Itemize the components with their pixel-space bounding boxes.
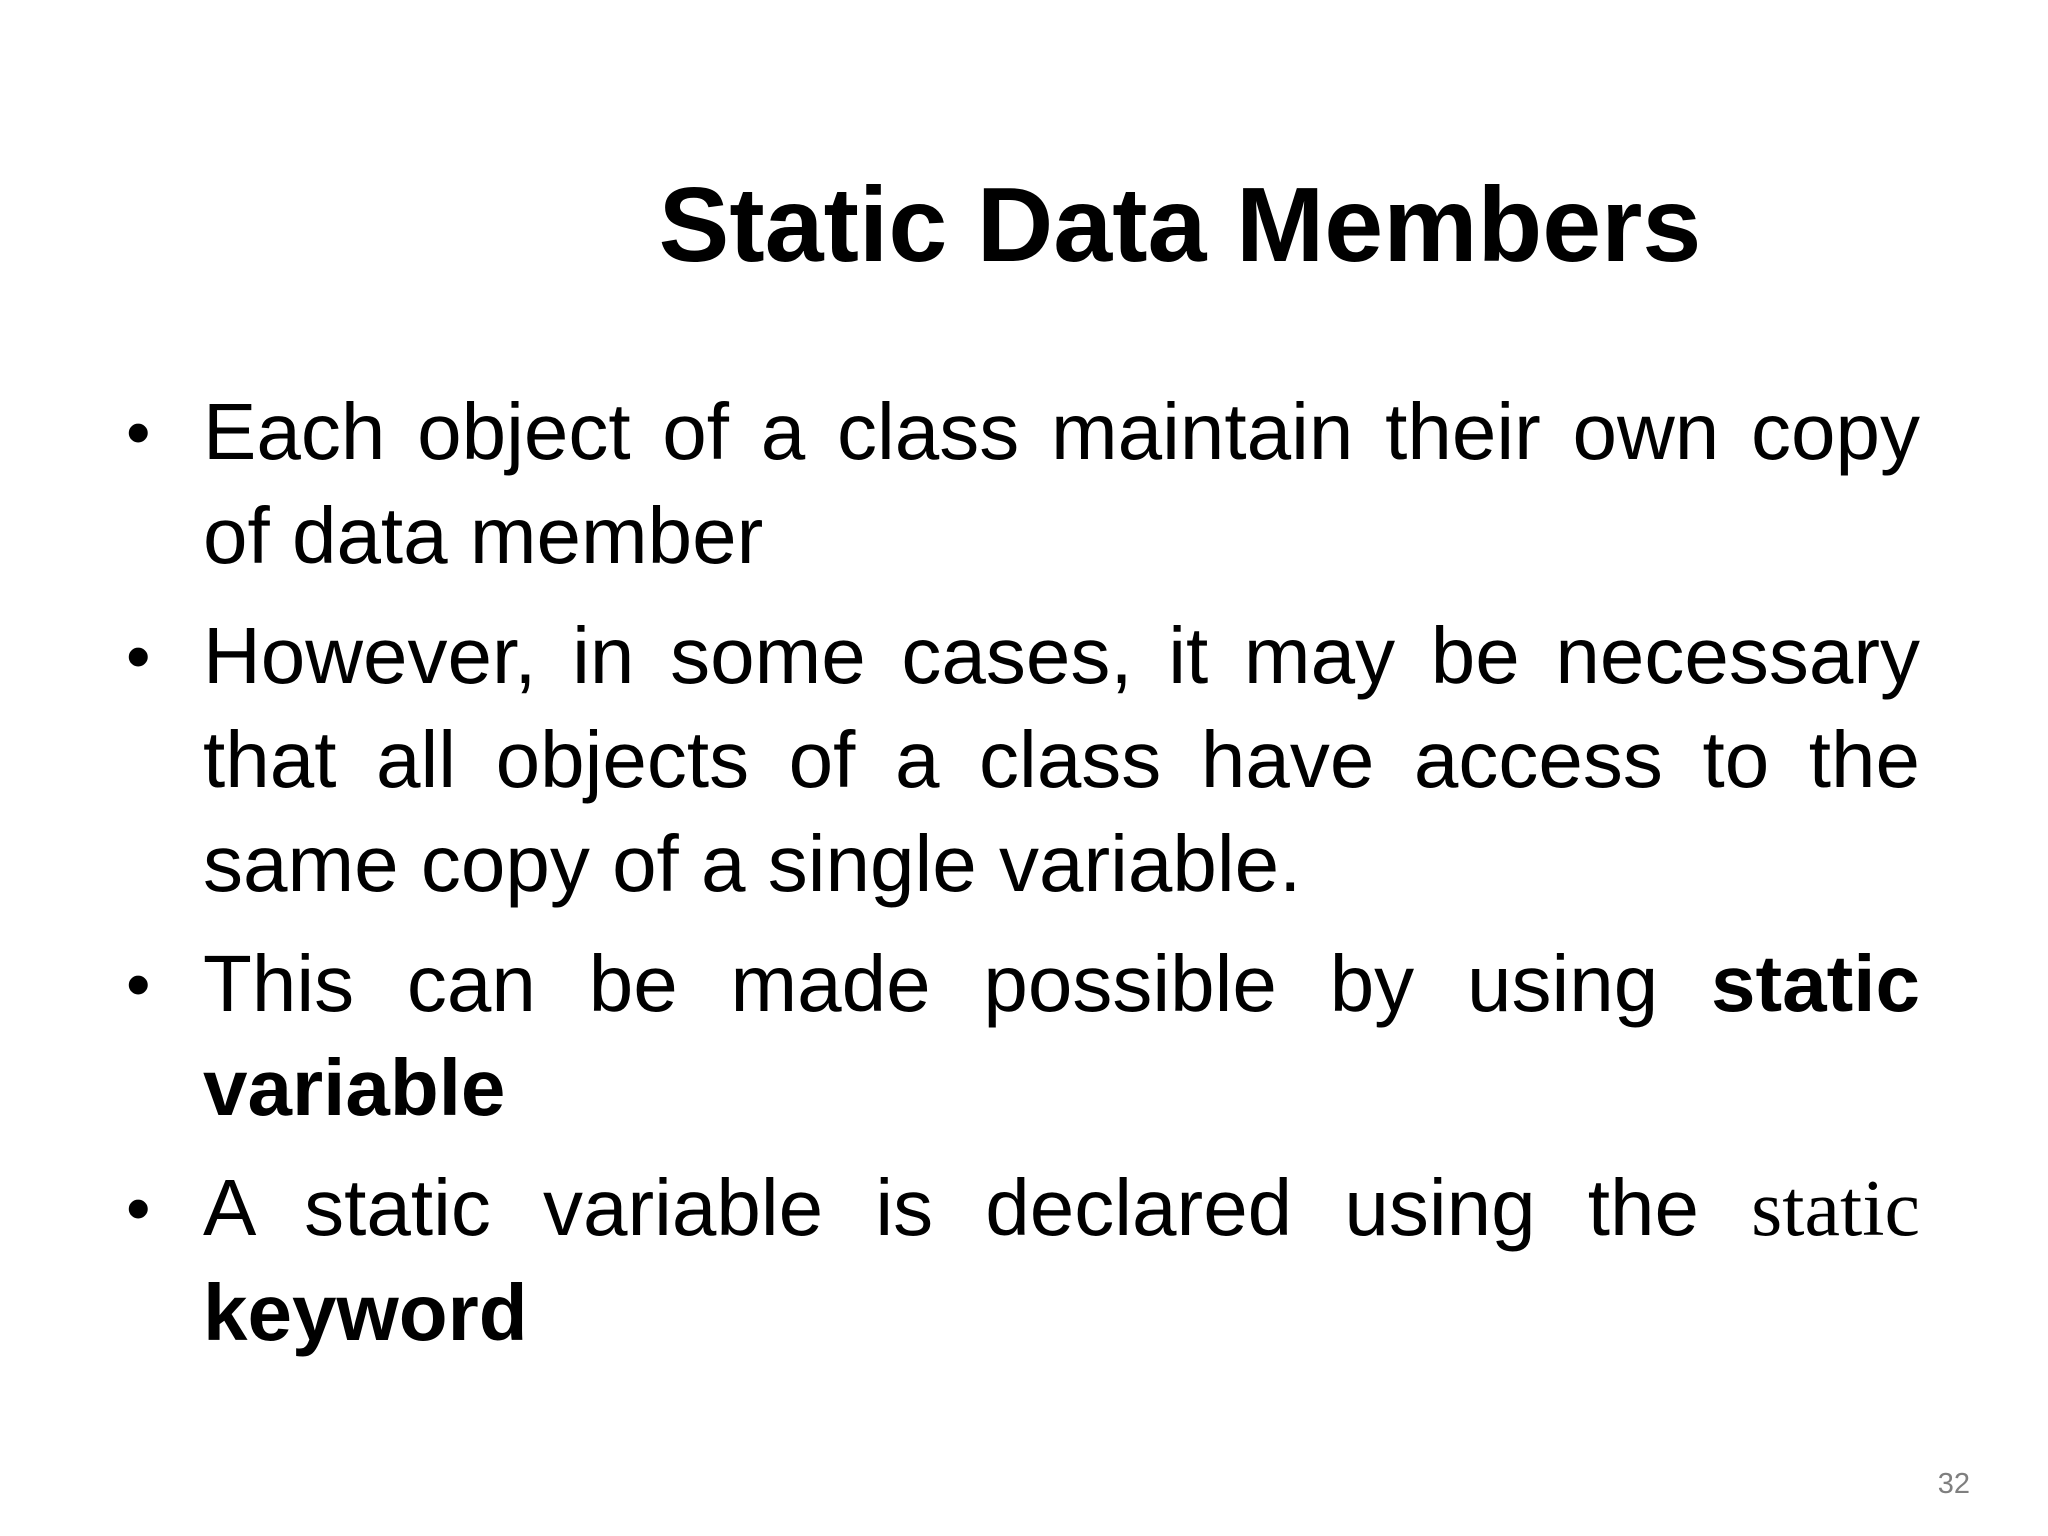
bullet-item (120, 1156, 1920, 1365)
bullet-bold-text: keyword (203, 1268, 528, 1357)
bullet-text: This can be made possible by using (203, 939, 1712, 1028)
bullet-serif-text: static (1751, 1165, 1920, 1253)
page-number: 32 (1937, 1468, 1970, 1500)
bullet-icon: • (126, 945, 151, 1023)
bullet-text: A static variable is declared using the (203, 1163, 1752, 1252)
bullet-icon: • (126, 617, 151, 695)
bullet-bold-text: static variable (203, 939, 1920, 1132)
bullet-icon: • (126, 393, 151, 471)
bullet-text: However, in some cases, it may be necessary that all objects of a class have access to the same copy of a single variable. (203, 611, 1920, 908)
bullet-list (120, 380, 1920, 1381)
bullet-item (120, 604, 1920, 916)
bullet-text: Each object of a class maintain their own copy of data member (203, 387, 1920, 580)
slide-title: Static Data Members (658, 166, 1702, 284)
bullet-item (120, 380, 1920, 588)
bullet-icon: • (126, 1169, 151, 1247)
bullet-item (120, 932, 1920, 1140)
